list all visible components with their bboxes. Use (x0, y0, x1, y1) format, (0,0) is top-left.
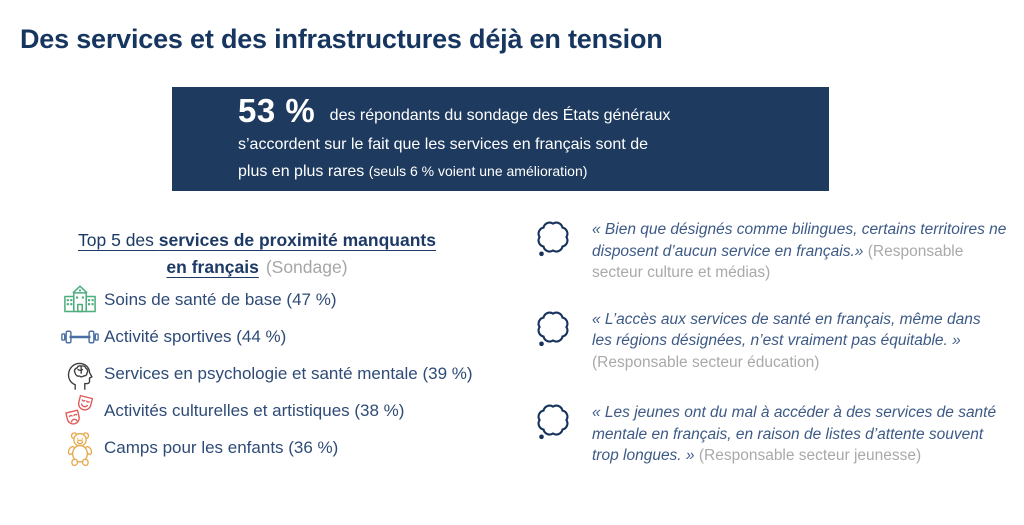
stat-text-1: des répondants du sondage des États généraux (329, 107, 671, 124)
quote-body (592, 219, 1017, 284)
quotes-section (530, 216, 1020, 467)
top5-item-label: Camps pour les enfants (36 %) (104, 437, 339, 457)
thought-bubble-icon (530, 306, 578, 350)
top5-heading-bold-line2: en français (166, 257, 259, 277)
stat-note: (seuls 6 % voient une amélioration) (368, 163, 588, 179)
quote-attribution: (Responsable secteur jeunesse) (698, 447, 922, 464)
quote-item (530, 216, 1020, 284)
top5-item (56, 429, 531, 466)
top5-item-label: Services en psychologie et santé mentale (39 %) (104, 363, 473, 383)
stat-line-2: s’accordent sur le fait que les services en français sont de (238, 136, 648, 153)
top5-item-label: Activité sportives (44 %) (104, 327, 287, 347)
page-title: Des services et des infrastructures déjà en tension (20, 24, 663, 54)
dumbbell-icon (56, 327, 104, 347)
top5-heading-bold: services de proximité manquants (158, 230, 436, 250)
stat-highlight-box (172, 87, 829, 191)
stat-text-3: plus en plus rares (238, 163, 365, 180)
theater-masks-icon (56, 394, 104, 428)
top5-item (56, 282, 531, 319)
top5-list (56, 282, 531, 466)
stat-line-1 (238, 92, 815, 131)
quote-item (530, 399, 1020, 467)
top5-heading (42, 227, 472, 281)
quote-text: « L’accès aux services de santé en français, même dans les régions désignées, n’est vraiment pas équitable. » (592, 310, 981, 349)
quote-item (530, 306, 1020, 374)
top5-item-label: Soins de santé de base (47 %) (104, 290, 337, 310)
top5-item (56, 319, 531, 356)
teddy-bear-icon (56, 430, 104, 466)
thought-bubble-icon (530, 216, 578, 260)
stat-line-3 (238, 158, 815, 185)
top5-item (56, 356, 531, 393)
thought-bubble-icon (530, 399, 578, 443)
quote-body (592, 309, 987, 374)
quote-text: « Les jeunes ont du mal à accéder à des services de santé mentale en français, en raison de listes d’attente souvent trop longues. » (592, 404, 997, 464)
quote-text: « Bien que désignés comme bilingues, certains territoires ne disposent d’aucun service en français.» (592, 221, 1007, 260)
stat-value: 53 % (238, 92, 316, 129)
top5-item (56, 392, 531, 429)
quote-body (592, 402, 1010, 467)
quote-attribution: (Responsable secteur culture et médias) (592, 242, 964, 281)
top5-item-label: Activités culturelles et artistiques (38 %) (104, 400, 405, 420)
quote-attribution: (Responsable secteur éducation) (592, 353, 820, 371)
head-brain-icon (56, 357, 104, 391)
top5-heading-prefix: Top 5 des (78, 230, 159, 250)
top5-heading-note: (Sondage) (265, 257, 348, 277)
hospital-building-icon (56, 284, 104, 316)
